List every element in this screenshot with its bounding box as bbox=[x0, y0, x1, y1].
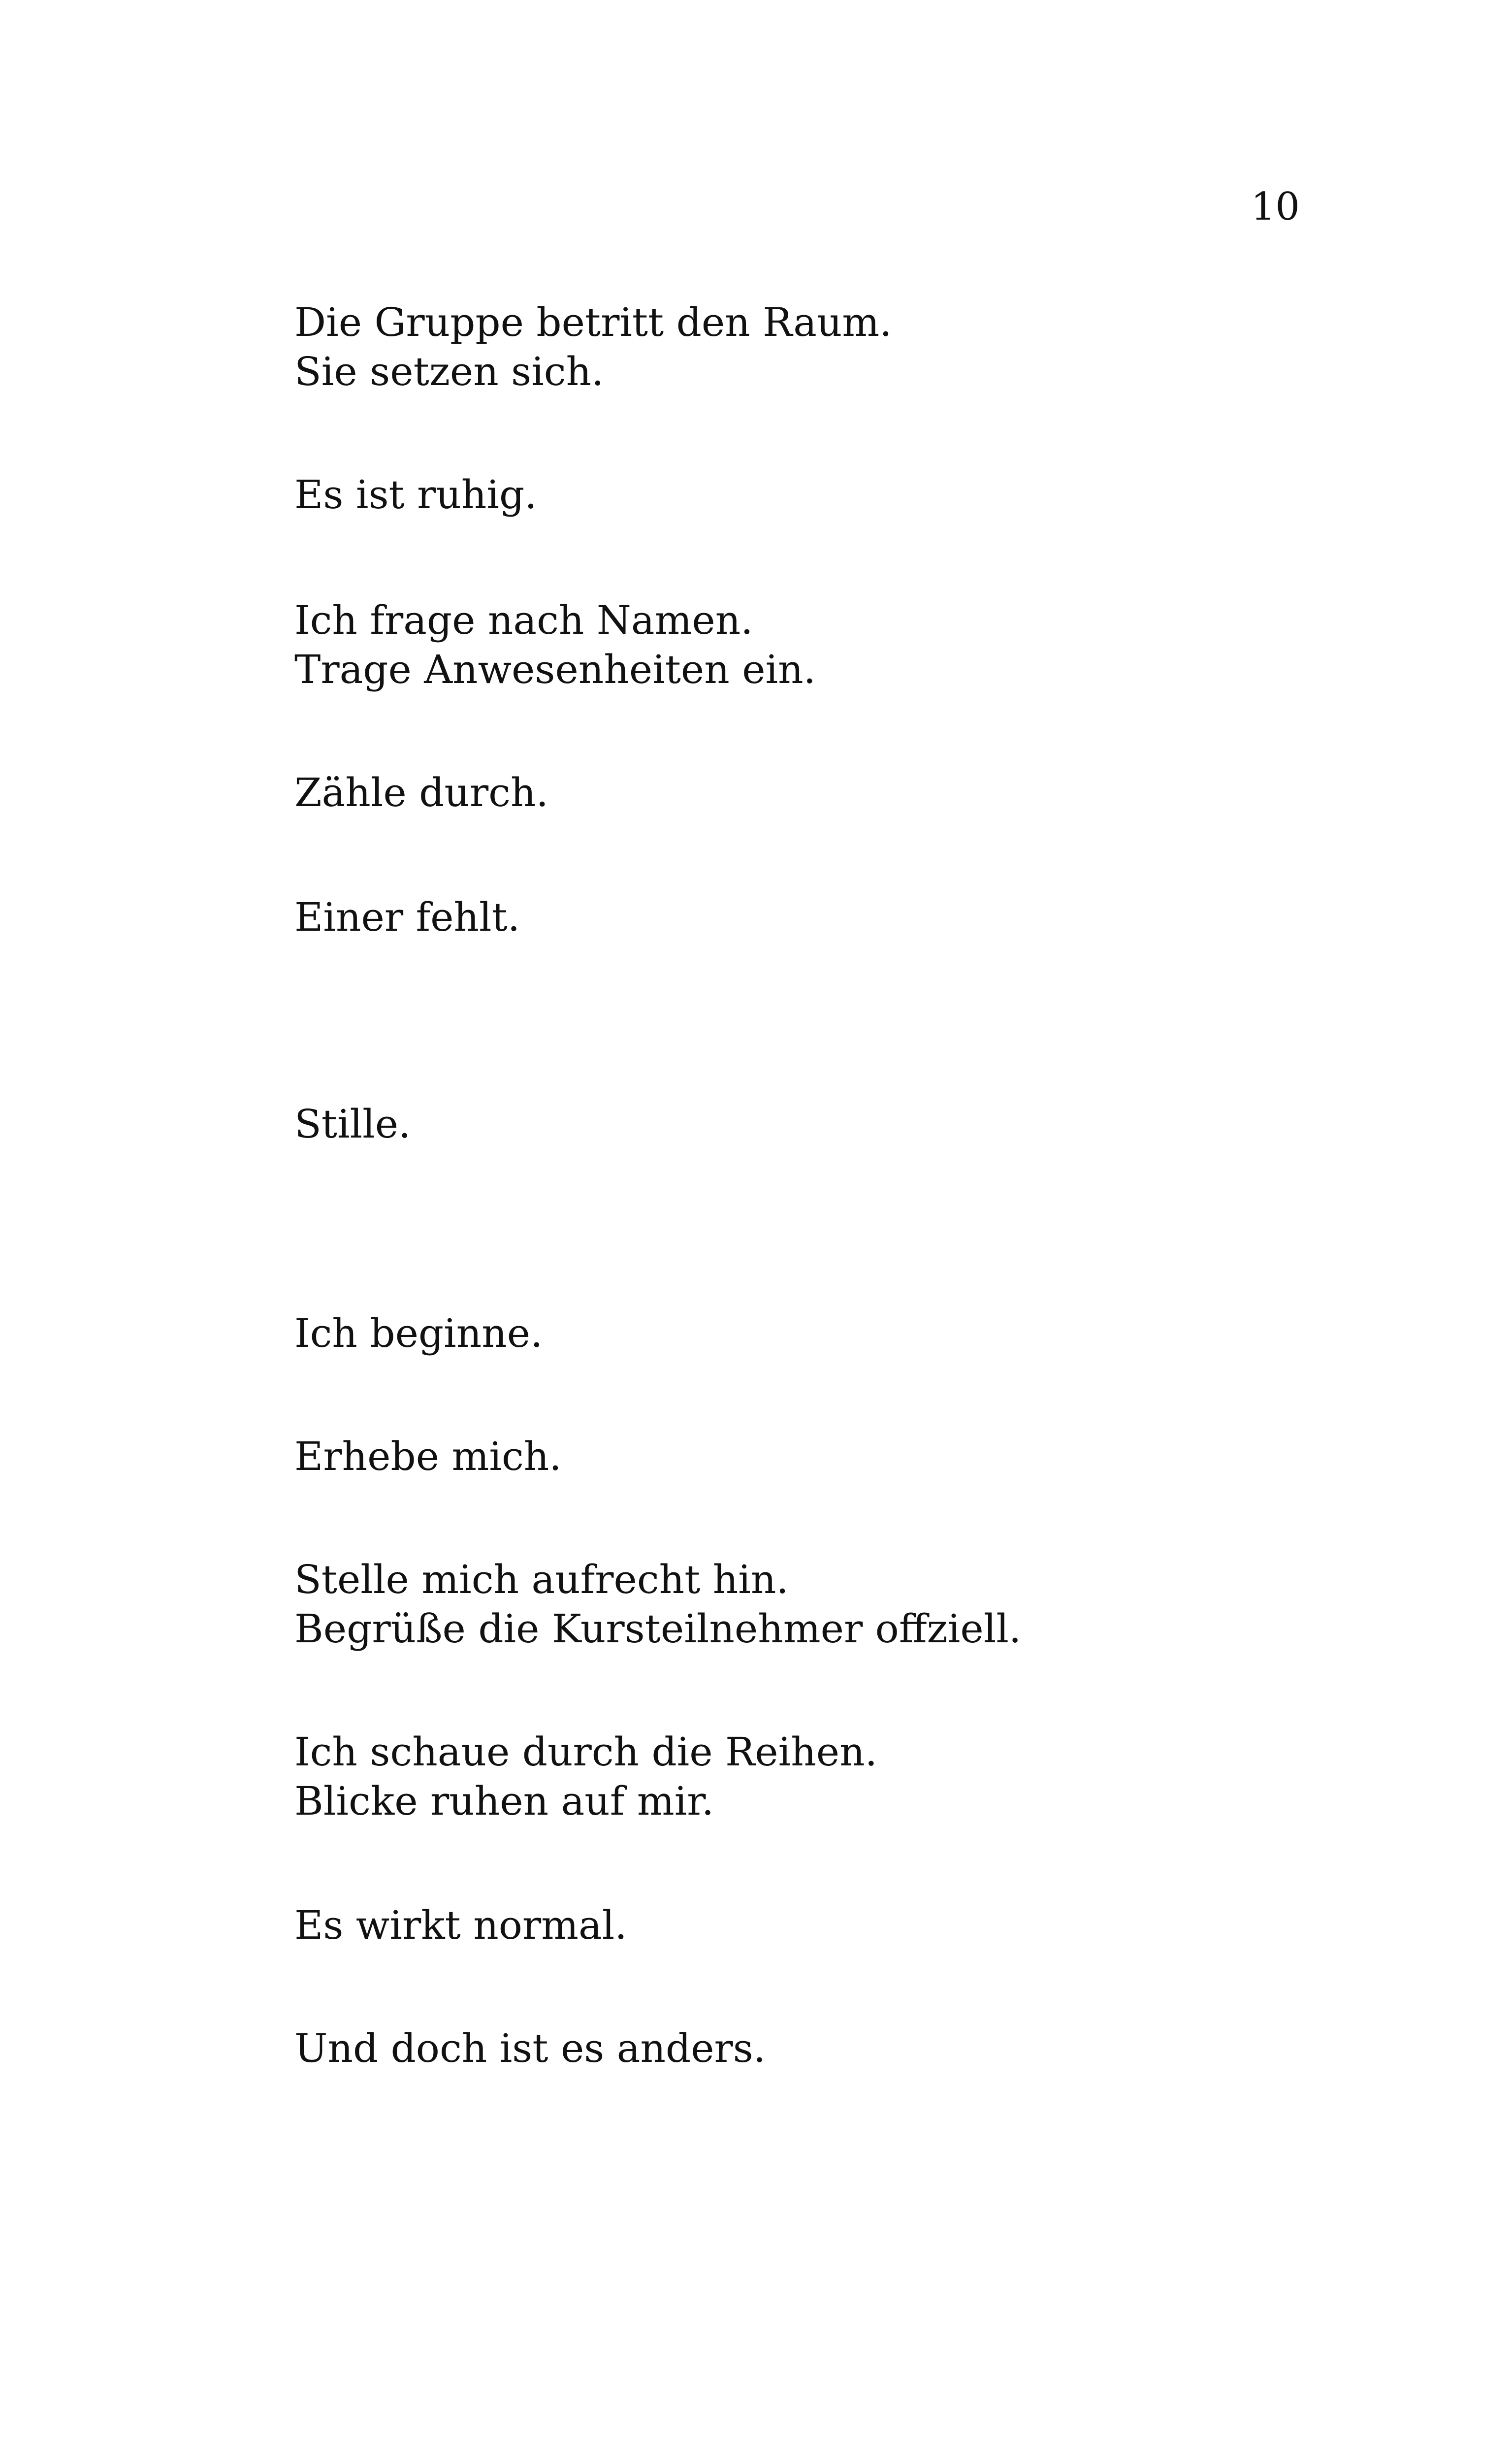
text-line: Es ist ruhig. bbox=[294, 472, 537, 518]
text-line: Stille. bbox=[294, 1101, 411, 1147]
text-line: Es wirkt normal. bbox=[294, 1902, 627, 1948]
text-line: Zähle durch. bbox=[294, 770, 548, 815]
text-line: Trage Anwesenheiten ein. bbox=[294, 647, 816, 692]
text-line: Ich frage nach Namen. bbox=[294, 597, 753, 643]
text-line: Sie setzen sich. bbox=[294, 349, 604, 394]
text-line: Stelle mich aufrecht hin. bbox=[294, 1557, 789, 1602]
text-line: Begrüße die Kursteilnehmer offziell. bbox=[294, 1606, 1022, 1652]
page-number: 10 bbox=[1251, 185, 1300, 229]
text-line: Ich beginne. bbox=[294, 1310, 543, 1356]
text-line: Ich schaue durch die Reihen. bbox=[294, 1729, 878, 1775]
text-line: Blicke ruhen auf mir. bbox=[294, 1778, 714, 1824]
text-line: Erhebe mich. bbox=[294, 1433, 562, 1479]
text-line: Und doch ist es anders. bbox=[294, 2025, 766, 2071]
text-line: Einer fehlt. bbox=[294, 894, 520, 940]
text-line: Die Gruppe betritt den Raum. bbox=[294, 299, 892, 345]
